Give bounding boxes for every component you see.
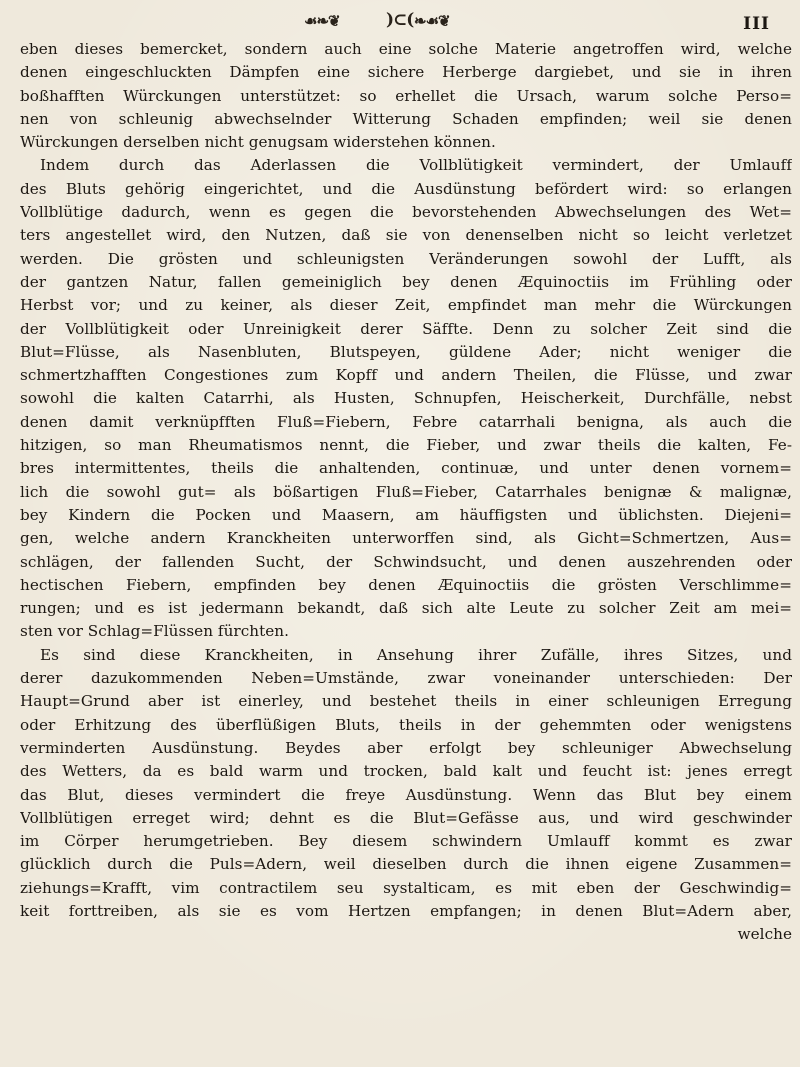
header-ornament-left: ☙❧❦	[304, 12, 340, 30]
text-line: bres intermittentes, theils die anhaltenden, continuæ, und unter denen vornem=	[20, 459, 792, 478]
text-line: verminderten Ausdünstung. Beydes aber erfolgt bey schleuniger Abwechselung	[20, 738, 792, 757]
text-line: das Blut, dieses vermindert die freye Ausdünstung. Wenn das Blut bey einem	[20, 785, 792, 804]
catchword: welche	[737, 925, 792, 944]
text-line: lich die sowohl gut= als bößartigen Fluß=Fieber, Catarrhales benignæ & malignæ,	[20, 482, 792, 501]
text-line: ters angestellet wird, den Nutzen, daß sie von denenselben nicht so leicht verletzet	[20, 226, 792, 245]
text-line: glücklich durch die Puls=Adern, weil dieselben durch die ihnen eigene Zusammen=	[20, 855, 792, 874]
header-ornament-right: ❧☙❦	[414, 12, 450, 30]
text-line: im Cörper herumgetrieben. Bey diesem schwindern Umlauff kommt es zwar	[20, 832, 792, 851]
text-line: Indem durch das Aderlassen die Vollblütigkeit vermindert, der Umlauff	[40, 156, 792, 175]
text-line: gen, welche andern Kranckheiten unterworffen sind, als Gicht=Schmertzen, Aus=	[20, 529, 792, 548]
page-header	[0, 10, 800, 38]
text-line: Würckungen derselben nicht genugsam widerstehen können.	[20, 133, 496, 152]
text-line: bey Kindern die Pocken und Maasern, am häuffigsten und üblichsten. Diejeni=	[20, 505, 792, 524]
text-line: der Vollblütigkeit oder Unreinigkeit derer Säffte. Denn zu solcher Zeit sind die	[20, 319, 792, 338]
text-line: der gantzen Natur, fallen gemeiniglich bey denen Æquinoctiis im Frühling oder	[20, 272, 792, 291]
text-line: denen damit verknüpfften Fluß=Fiebern, Febre catarrhali benigna, als auch die	[20, 412, 792, 431]
text-line: ziehungs=Krafft, vim contractilem seu systalticam, es mit eben der Geschwindig=	[20, 878, 792, 897]
text-line: hitzigen, so man Rheumatismos nennt, die Fieber, und zwar theils die kalten, Fe-	[20, 436, 792, 455]
text-line: werden. Die grösten und schleunigsten Veränderungen sowohl der Lufft, als	[20, 249, 792, 268]
text-line: sowohl die kalten Catarrhi, als Husten, Schnupfen, Heischerkeit, Durchfälle, nebst	[20, 389, 792, 408]
text-line: Vollblütigen erreget wird; dehnt es die Blut=Gefässe aus, und wird geschwinder	[20, 808, 792, 827]
text-line: schmertzhafften Congestiones zum Kopff und andern Theilen, die Flüsse, und zwar	[20, 366, 792, 385]
text-line: des Wetters, da es bald warm und trocken, bald kalt und feucht ist: jenes erregt	[20, 762, 792, 781]
text-line: Es sind diese Kranckheiten, in Ansehung ihrer Zufälle, ihres Sitzes, und	[40, 645, 792, 664]
header-ornament-center: )⊂(	[386, 10, 414, 30]
text-line: Blut=Flüsse, als Nasenbluten, Blutspeyen, güldene Ader; nicht weniger die	[20, 342, 792, 361]
body-text	[20, 38, 792, 947]
text-line: derer dazukommenden Neben=Umstände, zwar voneinander unterschieden: Der	[20, 669, 792, 688]
text-line: rungen; und es ist jedermann bekandt, daß sich alte Leute zu solcher Zeit am mei=	[20, 599, 792, 618]
text-line: boßhafften Würckungen unterstützet: so erhellet die Ursach, warum solche Perso=	[20, 86, 792, 105]
text-line: denen eingeschluckten Dämpfen eine sichere Herberge dargiebet, und sie in ihren	[20, 63, 792, 82]
text-line: sten vor Schlag=Flüssen fürchten.	[20, 622, 290, 641]
text-line: hectischen Fiebern, empfinden bey denen Æquinoctiis die grösten Verschlimme=	[20, 575, 792, 594]
text-line: nen von schleunig abwechselnder Witterung Schaden empfinden; weil sie denen	[20, 109, 792, 128]
page-number: III	[743, 14, 770, 34]
text-line: Herbst vor; und zu keiner, als dieser Zeit, empfindet man mehr die Würckungen	[20, 296, 792, 315]
text-line: keit forttreiben, als sie es vom Hertzen empfangen; in denen Blut=Adern aber,	[20, 901, 792, 920]
text-line: oder Erhitzung des überflüßigen Bluts, theils in der gehemmten oder wenigstens	[20, 715, 792, 734]
text-line: schlägen, der fallenden Sucht, der Schwindsucht, und denen auszehrenden oder	[20, 552, 792, 571]
text-line: Haupt=Grund aber ist einerley, und bestehet theils in einer schleunigen Erregung	[20, 692, 792, 711]
text-line: Vollblütige dadurch, wenn es gegen die bevorstehenden Abwechselungen des Wet=	[20, 203, 792, 222]
text-line: eben dieses bemercket, sondern auch eine solche Materie angetroffen wird, welche	[20, 40, 792, 58]
text-line: des Bluts gehörig eingerichtet, und die Ausdünstung befördert wird: so erlangen	[20, 179, 792, 198]
